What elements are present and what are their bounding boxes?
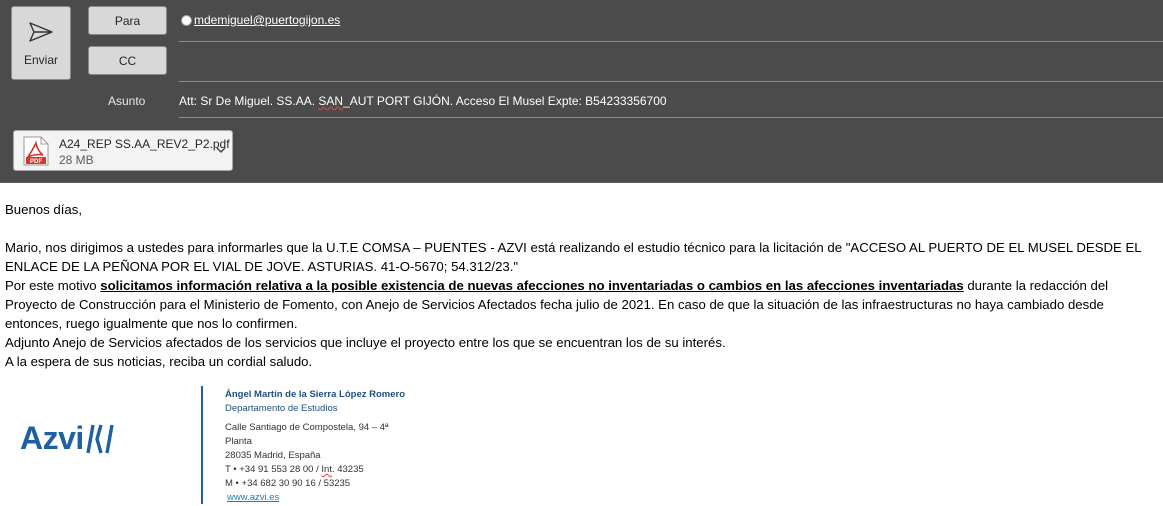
- signature-address-1: Calle Santiago de Compostela, 94 – 4ª: [225, 422, 389, 433]
- recipient-presence-icon: [181, 15, 192, 26]
- subject-label: Asunto: [108, 94, 146, 108]
- subject-misspelled-word: SAN: [318, 94, 344, 108]
- signature-phone: [225, 463, 405, 477]
- send-label: Enviar: [23, 53, 58, 67]
- send-icon: [28, 21, 54, 43]
- azvi-logo: [20, 420, 122, 457]
- paragraph-2-pre: Por este motivo: [5, 278, 101, 293]
- signature-phone-prefix: T • +34 91 553 28 00 /: [225, 464, 322, 475]
- subject-field[interactable]: [179, 94, 667, 108]
- paragraph-4: A la espera de sus noticias, reciba un cordial saludo.: [5, 354, 313, 369]
- signature-mobile: M • +34 682 30 90 16 / 53235: [225, 478, 351, 489]
- azvi-mark-icon: [86, 423, 122, 455]
- cc-field-line[interactable]: [179, 81, 1163, 82]
- paragraph-1: Mario, nos dirigimos a ustedes para informarles que la U.T.E COMSA – PUENTES - AZVI está realizando el estudio técnico para la licitación de "ACCESO AL PUERTO DE EL MUSEL DESDE EL ENLACE DE LA PEÑONA POR EL VIAL DE JOVE. ASTURIAS. 41-O-5670; 54.312/23.": [5, 240, 1142, 274]
- signature-phone-int: Int: [321, 464, 332, 475]
- signature-department: Departamento de Estudios: [225, 403, 338, 414]
- subject-part2: _AUT PORT GIJÓN. Acceso El Musel Expte: B54233356700: [343, 94, 667, 108]
- paragraph-3: Adjunto Anejo de Servicios afectados de los servicios que incluye el proyecto entre los que se encuentran los de su interés.: [5, 335, 726, 350]
- paragraph-2-highlight: solicitamos información relativa a la posible existencia de nuevas afecciones no inventariadas o cambios en las afecciones inventariadas: [100, 278, 964, 293]
- paragraph-2: [5, 276, 1159, 333]
- signature-website-link[interactable]: www.azvi.es: [227, 492, 280, 503]
- attachment-card[interactable]: [13, 130, 233, 171]
- attachment-name: A24_REP SS.AA_REV2_P2.pdf: [59, 137, 230, 151]
- signature-block: [225, 388, 405, 505]
- subject-part1: Att: Sr De Miguel. SS.AA.: [179, 94, 319, 108]
- signature-address-3: 28035 Madrid, España: [225, 450, 321, 461]
- signature-address-2: Planta: [225, 436, 252, 447]
- signature-name: Ángel Martín de la Sierra López Romero: [225, 389, 406, 400]
- to-field-line[interactable]: [179, 41, 1163, 42]
- pdf-icon: [23, 136, 49, 166]
- cc-button[interactable]: CC: [88, 46, 167, 75]
- send-button[interactable]: [11, 6, 71, 80]
- chevron-down-icon[interactable]: [215, 144, 227, 156]
- pdf-icon-text: PDF: [30, 159, 42, 165]
- subject-field-line: [179, 117, 1163, 118]
- signature-divider: [201, 386, 203, 504]
- to-button[interactable]: Para: [88, 6, 167, 35]
- compose-header: [0, 0, 1163, 183]
- greeting: Buenos días,: [5, 202, 82, 217]
- signature-phone-ext: . 43235: [331, 464, 364, 475]
- paragraph-2-post: durante la redacción del Proyecto de Construcción para el Ministerio de Fomento, con Anejo de Servicios Afectados fecha julio de 2021. En caso de que la situación de las infraestructuras no haya cambiado desde entonces, ruego igualmente que nos lo confirmen.: [5, 278, 1109, 331]
- attachment-size: 28 MB: [59, 153, 94, 167]
- message-body[interactable]: [5, 200, 1159, 371]
- to-recipient[interactable]: mdemiguel@puertogijon.es: [194, 13, 341, 27]
- logo-text: Azvi: [20, 420, 84, 456]
